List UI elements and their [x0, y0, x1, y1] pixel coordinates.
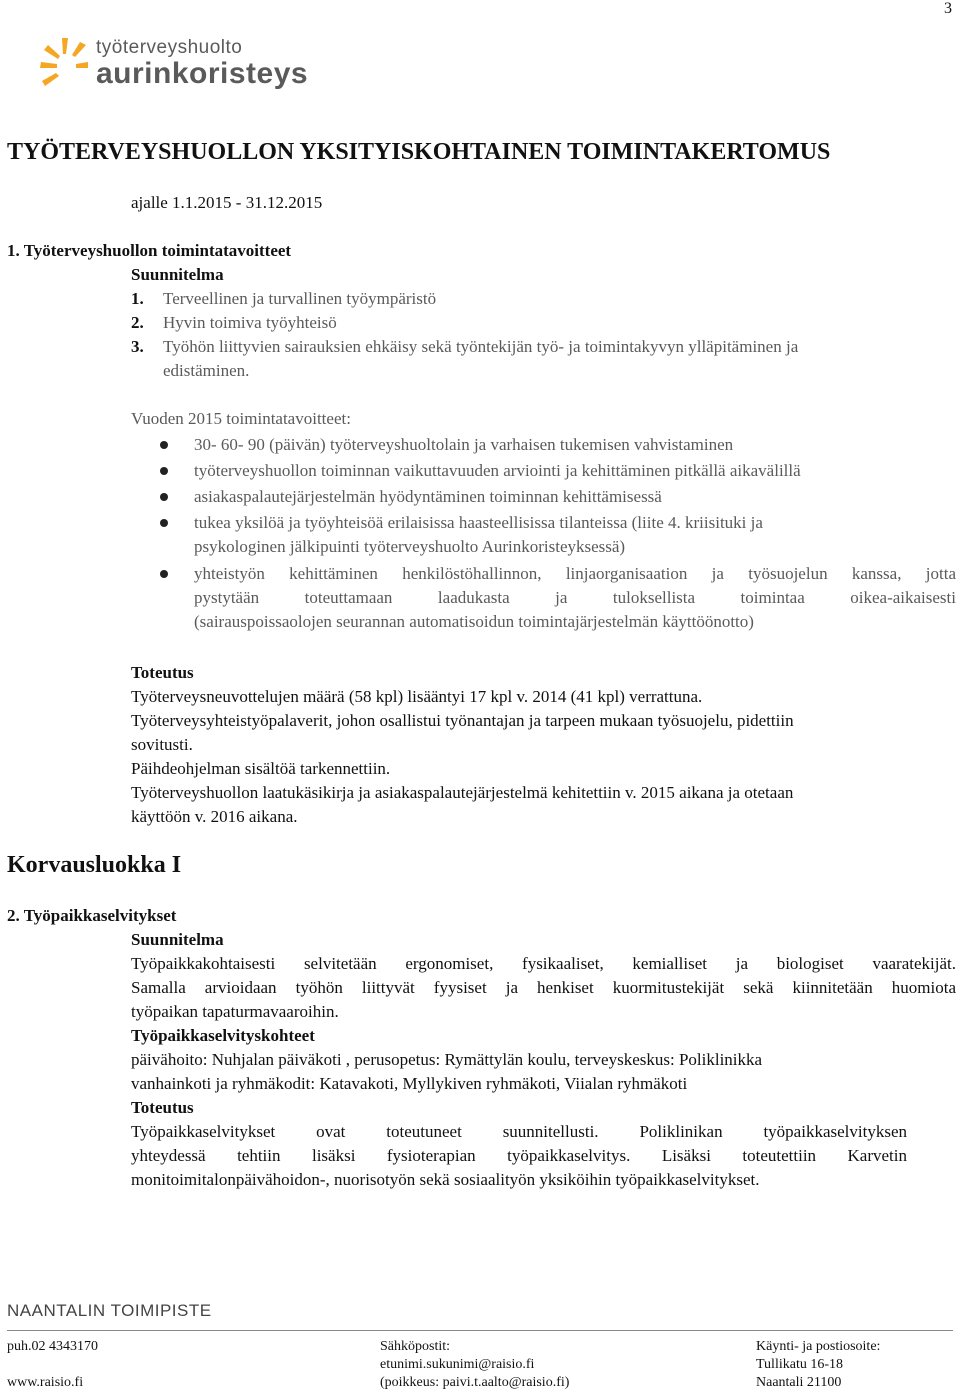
plan-line: työpaikan tapaturmavaaroihin.	[131, 1002, 339, 1021]
plan-item-continuation: edistäminen.	[163, 361, 250, 380]
goal-item-continuation: pystytään toteuttamaan laadukasta ja tuloksellista toimintaa oikea-aikaisesti	[194, 588, 956, 607]
plan-item-number: 2.	[131, 313, 144, 332]
footer-street: Tullikatu 16-18	[756, 1357, 843, 1372]
goal-item: asiakaspalautejärjestelmän hyödyntäminen toiminnan kehittämisessä	[194, 487, 662, 506]
plan-line: Samalla arvioidaan työhön liittyvät fyysiset ja henkiset kuormitustekijät sekä kiinnitetään huomiota	[131, 978, 956, 997]
implementation-line: Työterveysneuvottelujen määrä (58 kpl) lisääntyi 17 kpl v. 2014 (41 kpl) verrattuna.	[131, 687, 703, 706]
goal-item-continuation: (sairauspoissaolojen seurannan automatisoidun toimintajärjestelmän käyttöönotto)	[194, 612, 754, 631]
section2-plan-label: Suunnitelma	[131, 930, 224, 949]
compensation-class: Korvausluokka I	[7, 852, 182, 878]
implementation-line: Työpaikkaselvitykset ovat toteutuneet suunnitellusti. Poliklinikan työpaikkaselvityksen	[131, 1122, 907, 1141]
plan-item-number: 1.	[131, 289, 144, 308]
section2-heading: 2. Työpaikkaselvitykset	[7, 906, 177, 925]
plan-item-text: Terveellinen ja turvallinen työympäristö	[163, 289, 437, 308]
goal-item-continuation: psykologinen jälkipuinti työterveyshuolto Aurinkoristeyksessä)	[194, 537, 626, 556]
bullet-icon	[160, 467, 168, 475]
plan-item-number: 3.	[131, 337, 144, 356]
implementation-line: Päihdeohjelman sisältöä tarkennettiin.	[131, 759, 391, 778]
targets-line: päivähoito: Nuhjalan päiväkoti , perusopetus: Rymättylän koulu, terveyskeskus: Poliklinikka	[131, 1050, 763, 1069]
plan-item-text: Hyvin toimiva työyhteisö	[163, 313, 337, 332]
footer-address-label: Käynti- ja postiosoite:	[756, 1339, 881, 1354]
goals-label: Vuoden 2015 toimintatavoitteet:	[131, 409, 351, 428]
section1-plan-label: Suunnitelma	[131, 265, 224, 284]
implementation-line: sovitusti.	[131, 735, 193, 754]
bullet-icon	[160, 570, 168, 578]
goal-item: yhteistyön kehittäminen henkilöstöhallinnon, linjaorganisaation ja työsuojelun kanssa, jotta	[194, 564, 956, 583]
targets-line: vanhainkoti ja ryhmäkodit: Katavakoti, Myllykiven ryhmäkoti, Viialan ryhmäkoti	[131, 1074, 688, 1093]
company-logo	[40, 34, 310, 96]
plan-item	[131, 335, 798, 359]
page-number: 3	[944, 0, 952, 17]
logo-text-top: työterveyshuolto	[96, 37, 243, 58]
footer-email[interactable]: etunimi.sukunimi@raisio.fi	[380, 1357, 535, 1372]
footer-phone: puh.02 4343170	[7, 1339, 98, 1354]
section1-heading: 1. Työterveyshuollon toimintatavoitteet	[7, 241, 292, 260]
implementation-line: käyttöön v. 2016 aikana.	[131, 807, 298, 826]
footer-website[interactable]: www.raisio.fi	[7, 1375, 84, 1390]
sun-icon	[40, 34, 94, 96]
implementation-line: monitoimitalonpäivähoidon-, nuorisotyön sekä sosiaalityön yksiköihin työpaikkaselvitykset.	[131, 1170, 760, 1189]
plan-item	[131, 311, 337, 335]
goal-item: työterveyshuollon toiminnan vaikuttavuuden arviointi ja kehittäminen pitkällä aikavälillä	[194, 461, 801, 480]
report-period: ajalle 1.1.2015 - 31.12.2015	[131, 193, 323, 212]
bullet-icon	[160, 519, 168, 527]
footer-email-label: Sähköpostit:	[380, 1339, 451, 1354]
goal-item: tukea yksilöä ja työyhteisöä erilaisissa haasteellisissa tilanteissa (liite 4. kriisituki ja	[194, 513, 763, 532]
document-title: TYÖTERVEYSHUOLLON YKSITYISKOHTAINEN TOIMINTAKERTOMUS	[7, 139, 831, 165]
footer-divider	[7, 1330, 953, 1331]
bullet-icon	[160, 493, 168, 501]
implementation-line: Työterveysyhteistyöpalaverit, johon osallistui työnantajan ja tarpeen mukaan työsuojelu, pidettiin	[131, 711, 794, 730]
footer-office-name: NAANTALIN TOIMIPISTE	[7, 1301, 212, 1320]
plan-line: Työpaikkakohtaisesti selvitetään ergonomiset, fysikaaliset, kemialliset ja biologiset vaaratekijät.	[131, 954, 956, 973]
footer-city: Naantali 21100	[756, 1375, 842, 1390]
goal-item: 30- 60- 90 (päivän) työterveyshuoltolain ja varhaisen tukemisen vahvistaminen	[194, 435, 734, 454]
section1-implementation-label: Toteutus	[131, 663, 194, 682]
implementation-line: Työterveyshuollon laatukäsikirja ja asiakaspalautejärjestelmä kehitettiin v. 2015 aikana ja otetaan	[131, 783, 794, 802]
section2-implementation-label: Toteutus	[131, 1098, 194, 1117]
targets-label: Työpaikkaselvityskohteet	[131, 1026, 315, 1045]
plan-item-text: Työhön liittyvien sairauksien ehkäisy sekä työntekijän työ- ja toimintakyvyn ylläpitäminen ja	[163, 337, 799, 356]
bullet-icon	[160, 441, 168, 449]
plan-item	[131, 287, 436, 311]
implementation-line: yhteydessä tehtiin lisäksi fysioterapian työpaikkaselvitys. Lisäksi toteutettiin Karvetin	[131, 1146, 907, 1165]
logo-text-bottom: aurinkoristeys	[96, 57, 309, 90]
footer-email-exception[interactable]: (poikkeus: paivi.t.aalto@raisio.fi)	[380, 1375, 570, 1390]
